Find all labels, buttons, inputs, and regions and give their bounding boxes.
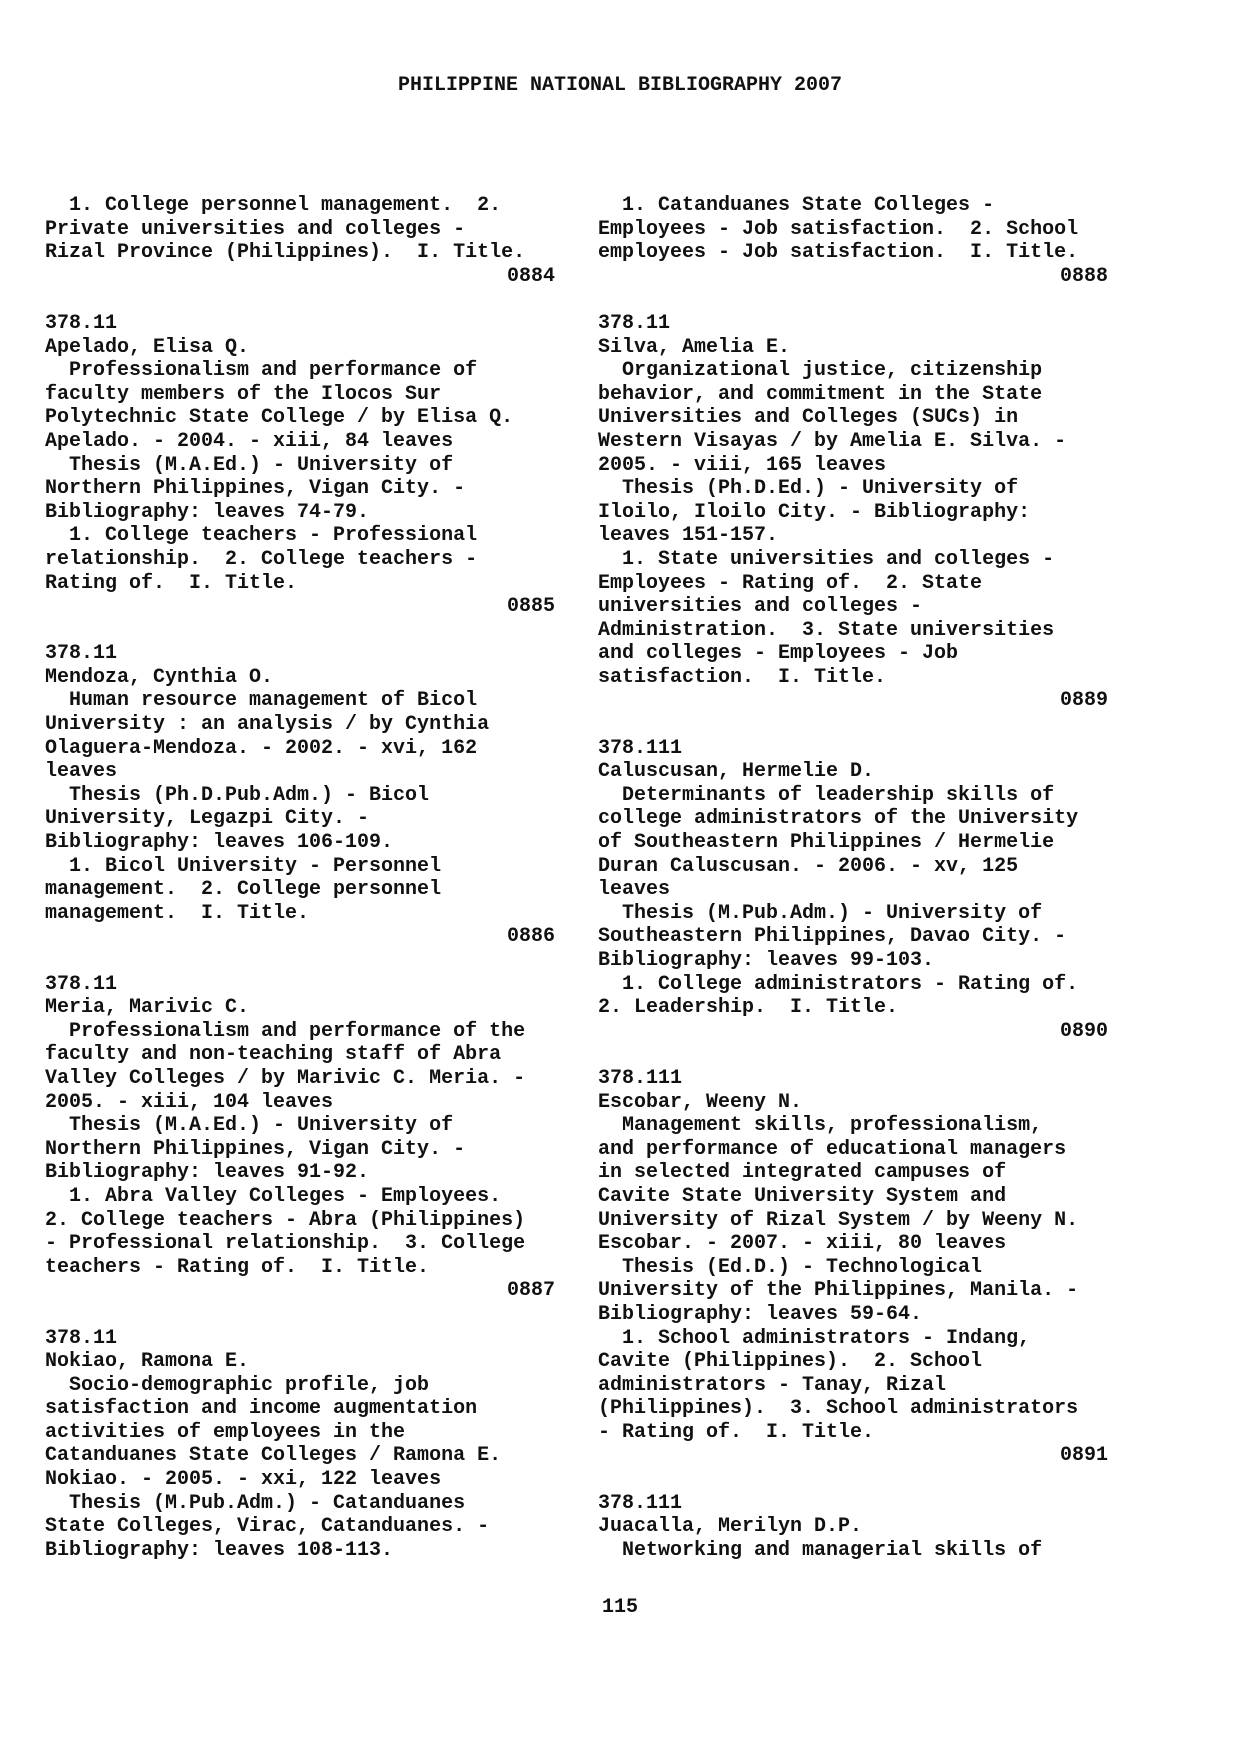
entry-line: Nokiao. - 2005. - xxi, 122 leaves [45,1468,442,1492]
entry-line: University, Legazpi City. - [45,807,370,831]
entry-separator [598,1043,1108,1067]
bib-entry [598,1492,1108,1563]
entry-line: faculty and non-teaching staff of Abra [45,1043,502,1067]
call-number: 378.111 [598,736,683,760]
entry-line: 1. Bicol University - Personnel [45,854,442,878]
call-number: 378.11 [45,1326,118,1350]
entry-line: Employees - Job satisfaction. 2. School [598,217,1079,241]
bib-entry [45,642,555,949]
bib-entry [45,1327,555,1563]
entry-line: University of the Philippines, Manila. - [598,1279,1079,1303]
left-column [45,194,555,1562]
entry-line: 1. College teachers - Professional [45,524,478,548]
entry-line: in selected integrated campuses of [598,1161,1007,1185]
call-number: 378.111 [598,1491,683,1515]
author: Nokiao, Ramona E. [45,1350,250,1374]
entry-number: 0884 [506,264,555,288]
entry-number: 0891 [1059,1444,1108,1468]
call-number: 378.111 [598,1066,683,1090]
entry-line: 2. College teachers - Abra (Philippines) [45,1208,526,1232]
entry-line: Administration. 3. State universities [598,618,1055,642]
entry-line: faculty members of the Ilocos Sur [45,382,442,406]
entry-line: 2. Leadership. I. Title. [598,996,899,1020]
entry-number: 0889 [1059,689,1108,713]
entry-line: Rating of. I. Title. [45,571,298,595]
entry-line: teachers - Rating of. I. Title. [45,1255,430,1279]
entry-line: management. I. Title. [45,901,310,925]
page-number: 115 [601,1596,638,1619]
entry-line: Western Visayas / by Amelia E. Silva. - [598,429,1067,453]
bib-entry [598,737,1108,1044]
entry-line: Thesis (M.A.Ed.) - University of [45,1114,454,1138]
entry-line: and performance of educational managers [598,1137,1067,1161]
entry-line: Bibliography: leaves 99-103. [598,949,935,972]
entry-line: Organizational justice, citizenship [598,359,1043,383]
entry-line: State Colleges, Virac, Catanduanes. - [45,1515,490,1539]
entry-line: 2005. - viii, 165 leaves [598,453,887,477]
entry-line: Employees - Rating of. 2. State [598,571,983,595]
entry-line: University : an analysis / by Cynthia [45,713,490,737]
entry-line: Northern Philippines, Vigan City. - [45,477,466,501]
entry-line: Cavite State University System and [598,1184,1007,1208]
entry-number: 0885 [506,595,555,619]
entry-separator [45,619,555,643]
entry-line: Socio-demographic profile, job [45,1373,430,1397]
author: Juacalla, Merilyn D.P. [598,1515,863,1539]
entry-line: Duran Caluscusan. - 2006. - xv, 125 [598,854,1019,878]
entry-line: Professionalism and performance of [45,359,478,383]
entry-line: Valley Colleges / by Marivic C. Meria. - [45,1066,526,1090]
entry-line: activities of employees in the [45,1420,406,1444]
entry-line: leaves [598,878,671,902]
entry-line: - Professional relationship. 3. College [45,1232,526,1256]
entry-line: leaves 151-157. [598,524,779,548]
entry-line: Thesis (Ph.D.Ed.) - University of [598,477,1019,501]
entry-line: Professionalism and performance of the [45,1019,526,1043]
call-number: 378.11 [45,972,118,996]
entry-line: 2005. - xiii, 104 leaves [45,1090,334,1114]
entry-line: 1. Catanduanes State Colleges - [598,194,995,217]
entry-line: 1. School administrators - Indang, [598,1326,1031,1350]
entry-separator [45,288,555,312]
call-number: 378.11 [45,311,118,335]
entry-line: University of Rizal System / by Weeny N. [598,1208,1079,1232]
entry-line: leaves [45,760,118,784]
entry-line: satisfaction and income augmentation [45,1397,478,1421]
entry-line: Thesis (M.Pub.Adm.) - University of [598,901,1043,925]
entry-line: Thesis (M.A.Ed.) - University of [45,453,454,477]
entry-line: Catanduanes State Colleges / Ramona E. [45,1444,502,1468]
entry-line: Universities and Colleges (SUCs) in [598,406,1019,430]
entry-line: Bibliography: leaves 108-113. [45,1538,394,1562]
entry-line: management. 2. College personnel [45,878,442,902]
entry-number: 0886 [506,925,555,949]
entry-line: - Rating of. I. Title. [598,1420,875,1444]
author: Caluscusan, Hermelie D. [598,760,875,784]
entry-line: college administrators of the University [598,807,1079,831]
entry-line: Private universities and colleges - [45,217,466,241]
entry-line: Southeastern Philippines, Davao City. - [598,925,1067,949]
entry-line: (Philippines). 3. School administrators [598,1397,1079,1421]
entry-line: administrators - Tanay, Rizal [598,1373,947,1397]
entry-separator [598,288,1108,312]
continued-entry [598,194,1108,288]
author: Silva, Amelia E. [598,335,791,359]
author: Meria, Marivic C. [45,996,250,1020]
entry-line: behavior, and commitment in the State [598,382,1043,406]
entry-line: Thesis (Ph.D.Pub.Adm.) - Bicol [45,783,430,807]
entry-number: 0888 [1059,264,1108,288]
entry-separator [598,713,1108,737]
entry-line: Bibliography: leaves 106-109. [45,831,394,855]
entry-line: Cavite (Philippines). 2. School [598,1350,983,1374]
author: Escobar, Weeny N. [598,1090,803,1114]
right-column [598,194,1108,1562]
entry-line: Thesis (Ed.D.) - Technological [598,1255,983,1279]
entry-line: employees - Job satisfaction. I. Title. [598,241,1079,265]
entry-number: 0890 [1059,1019,1108,1043]
entry-line: relationship. 2. College teachers - [45,547,478,571]
entry-line: Rizal Province (Philippines). I. Title. [45,241,526,265]
entry-line: Human resource management of Bicol [45,689,478,713]
entry-line: satisfaction. I. Title. [598,665,887,689]
entry-line: Networking and managerial skills of [598,1538,1043,1562]
entry-line: 1. College administrators - Rating of. [598,972,1079,996]
entry-line: Polytechnic State College / by Elisa Q. [45,406,514,430]
continued-entry [45,194,555,288]
author: Apelado, Elisa Q. [45,335,250,359]
entry-separator [598,1468,1108,1492]
author: Mendoza, Cynthia O. [45,665,274,689]
entry-separator [45,1303,555,1327]
entry-line: Management skills, professionalism, [598,1114,1043,1138]
call-number: 378.11 [598,311,671,335]
entry-line: Determinants of leadership skills of [598,783,1055,807]
entry-line: Iloilo, Iloilo City. - Bibliography: [598,500,1031,524]
entry-line: 1. College personnel management. 2. [45,194,502,217]
entry-line: of Southeastern Philippines / Hermelie [598,831,1055,855]
bib-entry [45,973,555,1303]
entry-line: Bibliography: leaves 91-92. [45,1161,370,1185]
call-number: 378.11 [45,642,118,666]
entry-line: 1. Abra Valley Colleges - Employees. [45,1184,502,1208]
entry-line: 1. State universities and colleges - [598,547,1055,571]
entry-line: Apelado. - 2004. - xiii, 84 leaves [45,429,454,453]
entry-line: universities and colleges - [598,595,923,619]
bib-entry [598,1067,1108,1468]
entry-line: Bibliography: leaves 74-79. [45,500,370,524]
entry-separator [45,949,555,973]
entry-line: Thesis (M.Pub.Adm.) - Catanduanes [45,1491,466,1515]
entry-number: 0887 [506,1279,555,1303]
entry-line: Bibliography: leaves 59-64. [598,1302,923,1326]
bib-entry [45,312,555,619]
entry-line: Olaguera-Mendoza. - 2002. - xvi, 162 [45,736,478,760]
entry-line: and colleges - Employees - Job [598,642,959,666]
bib-entry [598,312,1108,713]
page-header: PHILIPPINE NATIONAL BIBLIOGRAPHY 2007 [397,74,843,97]
entry-line: Escobar. - 2007. - xiii, 80 leaves [598,1232,1007,1256]
entry-line: Northern Philippines, Vigan City. - [45,1137,466,1161]
